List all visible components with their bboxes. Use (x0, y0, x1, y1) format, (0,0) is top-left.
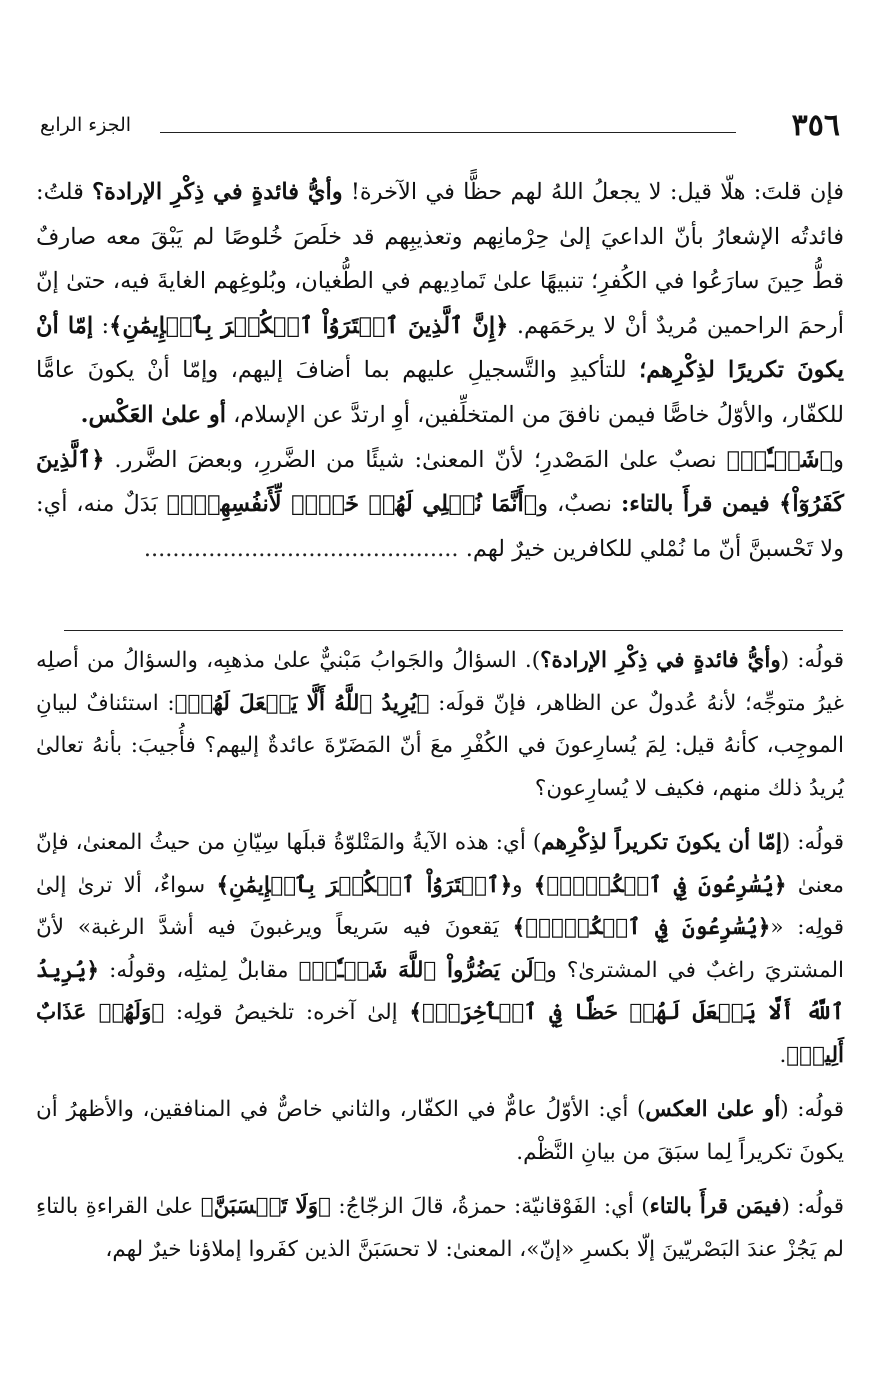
commentary-text: و (512, 872, 534, 898)
commentary-section (36, 640, 844, 1279)
page-number: ٣٥٦ (791, 108, 840, 143)
quran-verse: ﴿لَن يَضُرُّواْ ٱللَّهَ شَيۡـٔٗاۚ﴾ (298, 957, 547, 983)
commentary-text: ). السؤالُ والجَوابُ مَبْنيٌّ علىٰ مذهبِه، والسؤالُ من أصلِه غيرُ متوجِّه؛ لأنهُ عُدولٌ عن الظاهر، فإنّ قولَه: (36, 648, 844, 716)
main-text-segment: نصبٌ، و (537, 491, 621, 518)
main-quoted-phrase: فيمن قرأَ بالتاء: (620, 491, 780, 518)
footnote-separator (64, 630, 843, 631)
main-text (36, 170, 844, 571)
main-text-segment: نصبٌ علىٰ المَصْدرِ؛ لأنّ المعنىٰ: شيئًا من الضَّررِ، وبعضَ الضَّرر. (104, 446, 727, 473)
commentary-text: ) أي: الفَوْقانيّة: حمزةُ، قالَ الزجّاجُ: (331, 1194, 650, 1219)
commentary-lemma: أو علىٰ العكس (645, 1097, 781, 1122)
main-text-segment: للتأكيدِ والتَّسجيلِ عليهم بما أضافَ إليهم، وإمّا أنْ يكونَ عامًّا للكفّار، والأوّلُ خاصًّا فيمن نافقَ من المتخلِّفين، أوِ ارتدَّ عن الإسلام، (36, 357, 844, 428)
main-text-segment: بَدَلٌ منه، أي: ولا تَحْسبنَّ أنّ ما نُمْلي للكافرين خيرٌ لهم. (36, 491, 844, 562)
commentary-paragraph (36, 640, 844, 810)
commentary-text: قولُه: ( (781, 830, 844, 855)
main-quoted-phrase: وأيُّ فائدةٍ في ذِكْرِ الإرادة؟ (92, 179, 343, 205)
commentary-text: قولُه: ( (780, 648, 844, 673)
quran-verse: ﴿إِنَّ ٱلَّذِينَ ٱشۡتَرَوُاْ ٱلۡكُفۡرَ بِٱلۡإِيمَٰنِ﴾ (109, 312, 509, 339)
part-label: الجزء الرابع (40, 114, 132, 136)
page-header (40, 106, 840, 150)
commentary-text: قولُه: ( (781, 1194, 844, 1219)
quran-verse: ﴿يُرِيدُ ٱللَّهُ أَلَّا يَجۡعَلَ لَهُمۡ حَظّٗا فِي ٱلۡأٓخِرَةِۖ﴾ (36, 957, 844, 1025)
commentary-text: قولُه: ( (780, 1097, 844, 1122)
commentary-text: سواءٌ، ألا ترىٰ إلىٰ قولِه: « (36, 872, 845, 940)
commentary-paragraph (36, 1186, 844, 1271)
dotted-leader: ............................................ (143, 535, 466, 562)
quran-verse: ﴿ٱشۡتَرَوُاْ ٱلۡكُفۡرَ بِٱلۡإِيمَٰنِ﴾ (216, 872, 513, 898)
quran-verse: ﴿يُسَٰرِعُونَ فِي ٱلۡكُفۡرِۚ﴾ (533, 872, 787, 898)
header-rule (160, 132, 736, 133)
commentary-lemma: إمّا أن يكونَ تكريراً لذِكْرِهم (541, 830, 782, 855)
main-text-segment: فإن قلتَ: هلّا قيل: لا يجعلُ اللهُ لهم حظًّا في الآخرة! (342, 179, 844, 205)
commentary-text: علىٰ القراءةِ بالتاءِ لم يَجُزْ عندَ البَصْريّينَ إلّا بكسرِ «إنّ»، المعنىٰ: لا تحسَبَنَّ الذين كفَروا إملاؤنا خيرٌ لهم، (36, 1194, 844, 1262)
quran-verse: ﴿يُرِيدُ ٱللَّهُ أَلَّا يَجۡعَلَ لَهُمۡ﴾ (174, 690, 430, 716)
quran-verse: ﴿وَلَا تَحۡسَبَنَّ﴾ (200, 1194, 331, 1219)
quran-verse: ﴿شَيۡـٔٗاۚ﴾ (726, 446, 834, 473)
commentary-paragraph (36, 1089, 844, 1174)
commentary-text: . (779, 1042, 787, 1068)
main-text-segment: و (833, 446, 844, 473)
commentary-text: : استئنافٌ لبيانِ الموجِب، كأنهُ قيل: لِمَ يُسارِعونَ في الكُفْرِ معَ أنّ المَضَرّةَ عائدةٌ إليهم؟ فأُجيبَ: بأنهُ تعالىٰ يُريدُ ذلك منهم، فكيف لا يُسارِعون؟ (36, 690, 844, 801)
commentary-lemma: وأيُّ فائدةٍ في ذِكْرِ الإرادة؟ (540, 648, 781, 673)
quran-verse: ﴿أَنَّمَا نُمۡلِي لَهُمۡ خَيۡرٞ لِّأَنفُسِهِمۡۚ﴾ (166, 491, 538, 518)
commentary-text: يَقعونَ فيه سَريعاً ويرغبونَ فيه أشدَّ الرغبة» لأنّ المشتريَ راغبٌ في المشترىٰ؟ و (36, 915, 845, 983)
commentary-lemma: فيمَن قرأَ بالتاء (649, 1194, 782, 1219)
quran-verse: ﴿يُسَٰرِعُونَ فِي ٱلۡكُفۡرِۚ﴾ (512, 915, 771, 940)
commentary-text: ) أي: هذه الآيةُ والمَتْلوّةُ قبلَها سِيّانِ من حيثُ المعنىٰ، فإنّ معنىٰ (36, 830, 844, 898)
main-quoted-phrase: أو علىٰ العَكْس. (80, 401, 226, 428)
commentary-paragraph (36, 822, 844, 1077)
main-text-segment: قلتُ: فائدتُه الإشعارُ بأنّ الداعيَ إلىٰ حِرْمانِهم وتعذيبِهم قد خلَصَ خُلوصًا لم يَبْقَ معه صارفٌ قطُّ حِينَ سارَعُوا في الكُفرِ؛ تنبيهًا علىٰ تَمادِيهم في الطُّغيان، وبُلوغِهم الغايةَ فيه، حتىٰ إنّ أرحمَ الراحمين مُريدٌ أنْ لا يرحَمَهم. (36, 179, 844, 339)
quran-verse: ﴿ٱلَّذِينَ كَفَرُوٓاْ﴾ (36, 446, 844, 518)
commentary-text: ) أي: الأوّلُ عامٌّ في الكفّار، والثاني خاصٌّ في المنافقين، والأظهرُ أن يكونَ تكريراً لِما سبَقَ من بيانِ النَّظْم. (36, 1097, 844, 1165)
main-text-segment: : (93, 312, 110, 339)
quran-verse: ﴿وَلَهُمۡ عَذَابٌ أَلِيمٞ﴾ (36, 1000, 844, 1068)
commentary-text: مقابلٌ لِمثلِه، وقولُه: (99, 957, 299, 983)
main-quoted-phrase: إمّا أنْ يكونَ تكريرًا لذِكْرِهم؛ (36, 312, 844, 384)
commentary-text: إلىٰ آخره: تلخيصُ قولِه: (164, 1000, 410, 1025)
